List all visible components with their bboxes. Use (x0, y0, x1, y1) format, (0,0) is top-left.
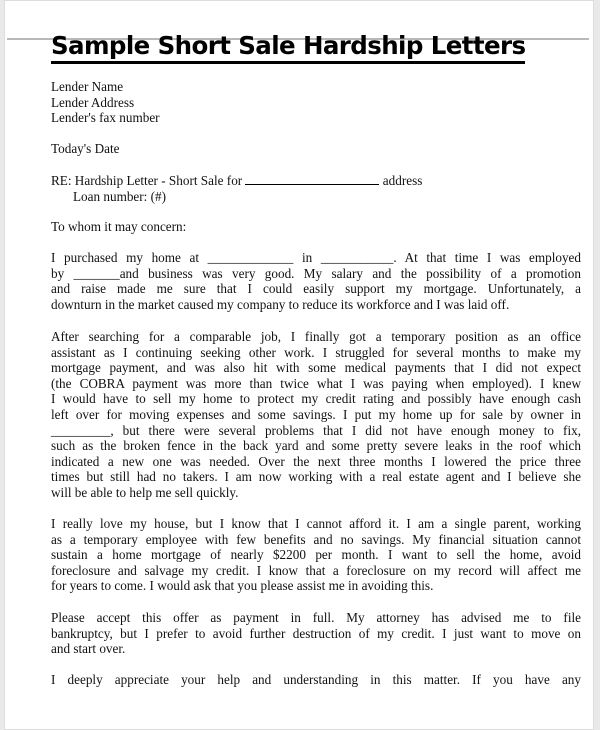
text-line: I deeply appreciate your help and understanding in this matter. If you have any (51, 672, 581, 687)
text-line: and start over. (51, 641, 126, 657)
document-page (4, 0, 594, 730)
text-line: I would have to sell my home to protect my credit rating and possibly have enough cash (51, 391, 581, 407)
loan-number: Loan number: (#) (73, 188, 167, 204)
text-line: indicated a new one was needed. Over the next three months I lowered the price three (51, 453, 581, 469)
date-block (51, 141, 581, 157)
text-line: and raise made me sure that I could easily support my mortgage. Unfortunately, a (51, 281, 581, 297)
text-line: by _______and business was very good. My salary and the possibility of a promotion (51, 265, 581, 281)
text-line: for years to come. I would ask that you please assist me in avoiding this. (51, 578, 434, 594)
text-line: After searching for a comparable job, I finally got a temporary position as an office (51, 329, 581, 344)
text-line: times but still had no takers. I am now working with a real estate agent and I believe she (51, 469, 581, 485)
re-suffix: address (382, 173, 423, 188)
salutation-block (51, 219, 581, 235)
text-line: Please accept this offer as payment in full. My attorney has advised me to file (51, 610, 581, 625)
text-line: I really love my house, but I know that I cannot afford it. I am a single parent, working (51, 516, 581, 531)
text-line: bankruptcy, but I prefer to avoid further destruction of my credit. I just want to move on (51, 625, 581, 641)
lender-fax: Lender's fax number (51, 110, 160, 126)
address-blank (245, 174, 379, 185)
lender-address: Lender Address (51, 94, 135, 110)
text-line: mortgage payment, and was also hit with some medical payments that I did not expect (51, 360, 581, 376)
text-line: will be able to help me sell quickly. (51, 484, 239, 500)
paragraph-2 (51, 329, 581, 501)
document-title: Sample Short Sale Hardship Letters (51, 31, 525, 64)
paragraph-1 (51, 250, 581, 312)
text-line: downturn in the market caused my company to reduce its workforce and I was laid off. (51, 296, 510, 312)
text-line: I purchased my home at _____________ in ___________. At that time I was employed (51, 250, 581, 265)
text-line: as a temporary employee with few benefits and no savings. My financial situation cannot (51, 531, 581, 547)
date-line: Today's Date (51, 141, 120, 156)
salutation: To whom it may concern: (51, 219, 187, 234)
text-line: (the COBRA payment was more than twice what I was paying when employed). I knew (51, 375, 581, 391)
text-line: left over for moving expenses and some savings. I put my home up for sale by owner in (51, 406, 581, 422)
text-line: _________, but there were several problems that I did not have enough money to fix, (51, 422, 581, 438)
re-block (51, 173, 581, 204)
paragraph-5 (51, 672, 581, 688)
paragraph-3 (51, 516, 581, 594)
text-line: sustain a home mortgage of nearly $2200 per month. I want to sell the home, avoid (51, 547, 581, 563)
paragraph-4 (51, 610, 581, 657)
text-line: such as the broken fence in the back yard and some pretty severe leaks in the roof which (51, 438, 581, 454)
re-prefix: RE: Hardship Letter - Short Sale for (51, 173, 243, 188)
lender-block (51, 79, 581, 126)
text-line: assistant as I continuing seeking other work. I struggled for several months to make my (51, 344, 581, 360)
text-line: foreclosure and salvage my credit. I know that a foreclosure on my record will affect me (51, 562, 581, 578)
lender-name: Lender Name (51, 79, 124, 94)
